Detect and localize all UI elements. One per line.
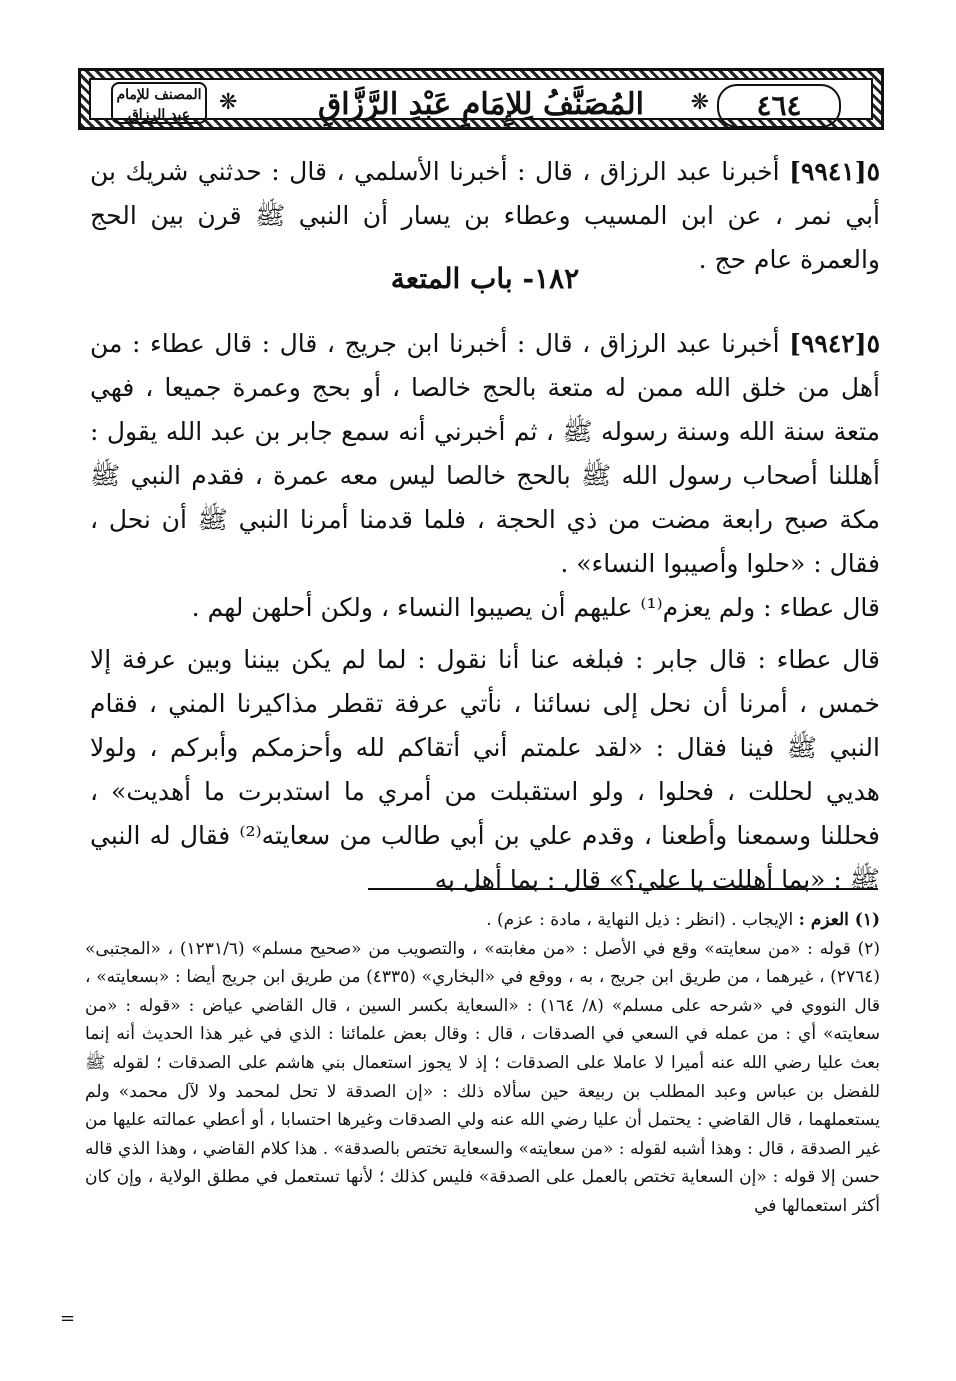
hadith-text: أخبرنا عبد الرزاق ، قال : أخبرنا الأسلمي ، قال : حدثني شريك بن أبي نمر ، عن ابن المسيب وعطاء بن يسار أن النبي ﷺ قرن بين الحج والعمرة عام حج . <box>90 157 880 274</box>
hadith-paragraph: أخبرنا عبد الرزاق ، قال : أخبرنا ابن جريج ، قال : قال عطاء : من أهل من خلق الله ممن له متعة بالحج خالصا ، أو بحج وعمرة جميعا ، فهي متعة سنة الله وسنة رسوله ﷺ ، ثم أخبرني أنه سمع جابر بن عبد الله يقول : أهللنا أصحاب رسول الله ﷺ بالحج خالصا ليس معه عمرة ، فقدم النبي ﷺ مكة صبح رابعة مضت من ذي الحجة ، فلما قدمنا أمرنا النبي ﷺ أن نحل ، فقال : «حلوا وأصيبوا النساء» . <box>90 329 880 578</box>
hadith-number: ٥[٩٩٤٢] <box>789 329 880 358</box>
ornament-icon: ❋ <box>690 90 709 115</box>
footnote-2: (٢) قوله : «من سعايته» وقع في الأصل : «من مغابته» ، والتصويب من «صحيح مسلم» (١٢٣١/٦) ، «المجتبى» (٢٧٦٤) ، غيرهما ، من طريق ابن جريج ، به ، ووقع في «البخاري» (٤٣٣٥) من طريق ابن جريج أيضا : «بسعايته» ، قال النووي في «شرحه على مسلم» (٨/ ١٦٤) : «السعاية بكسر السين ، قال القاضي عياض : «قوله : «من سعايته» أي : من عمله في السعي في الصدقات ، قال : وقال بعض علمائنا : الذي في غير هذا الحديث أنه إنما بعث عليا رضي الله عنه أميرا لا عاملا على الصدقات ؛ إذ لا يجوز استعمال بني هاشم على الصدقات ؛ لقوله ﷺ للفضل بن عباس وعبد المطلب بن ربيعة حين سألاه ذلك : «إن الصدقة لا تحل لمحمد ولا لآل محمد» ولم يستعملهما ، قال القاضي : يحتمل أن عليا رضي الله عنه ولي الصدقات وغيرها احتسابا ، أو أعطي عمالته عليها من غير الصدقة ، قال : وهذا أشبه لقوله : «من سعايته» والسعاية تختص بالصدقة» . هذا كلام القاضي ، وهذا الذي قاله حسن إلا قوله : «إن السعاية تختص بالعمل على الصدقة» فليس كذلك ؛ لأنها تستعمل في مطلق الولاية ، وإن كان أكثر استعمالها في <box>85 938 881 1216</box>
footnote-label: (١) العزم : <box>798 910 880 930</box>
book-title: المُصَنَّفُ لِلإِمَامِ عَبْدِ الرَّزَّاقِ <box>318 87 644 122</box>
footnote-1 <box>85 906 880 935</box>
chapter-heading: ١٨٢- باب المتعة <box>390 262 580 295</box>
book-emblem: المصنف للإمام عبد الرزاق <box>111 82 207 124</box>
hadith-paragraph: قال عطاء : قال جابر : فبلغه عنا أنا نقول : لما لم يكن بيننا وبين عرفة إلا خمس ، أمرنا أن نحل إلى نسائنا ، نأتي عرفة تقطر مذاكيرنا المني ، فقام النبي ﷺ فينا فقال : «لقد علمتم أني أتقاكم لله وأحزمكم وأبركم ، ولولا هديي لحللت ، فحلوا ، ولو استقبلت من أمري ما استدبرت ما أهديت» ، فحللنا وسمعنا وأطعنا ، وقدم علي بن أبي طالب من سعايته⁽²⁾ فقال له النبي ﷺ : «بما أهللت يا علي؟» قال : بما أهل به <box>90 645 880 894</box>
footnote-text: الإيجاب . (انظر : ذيل النهاية ، مادة : عزم) . <box>486 910 794 930</box>
footnotes <box>85 906 880 1221</box>
header-panel <box>89 78 873 123</box>
continuation-mark: = <box>60 1308 76 1329</box>
ornament-icon: ❋ <box>219 90 238 115</box>
hadith-paragraph: قال عطاء : ولم يعزم⁽¹⁾ عليهم أن يصيبوا النساء ، ولكن أحلهن لهم . <box>191 593 880 622</box>
page-number: ٤٦٤ <box>717 84 841 128</box>
page-header <box>78 68 884 130</box>
hadith-number: ٥[٩٩٤١] <box>789 157 880 186</box>
hadith-9942 <box>90 322 880 902</box>
footnote-divider <box>368 888 878 890</box>
